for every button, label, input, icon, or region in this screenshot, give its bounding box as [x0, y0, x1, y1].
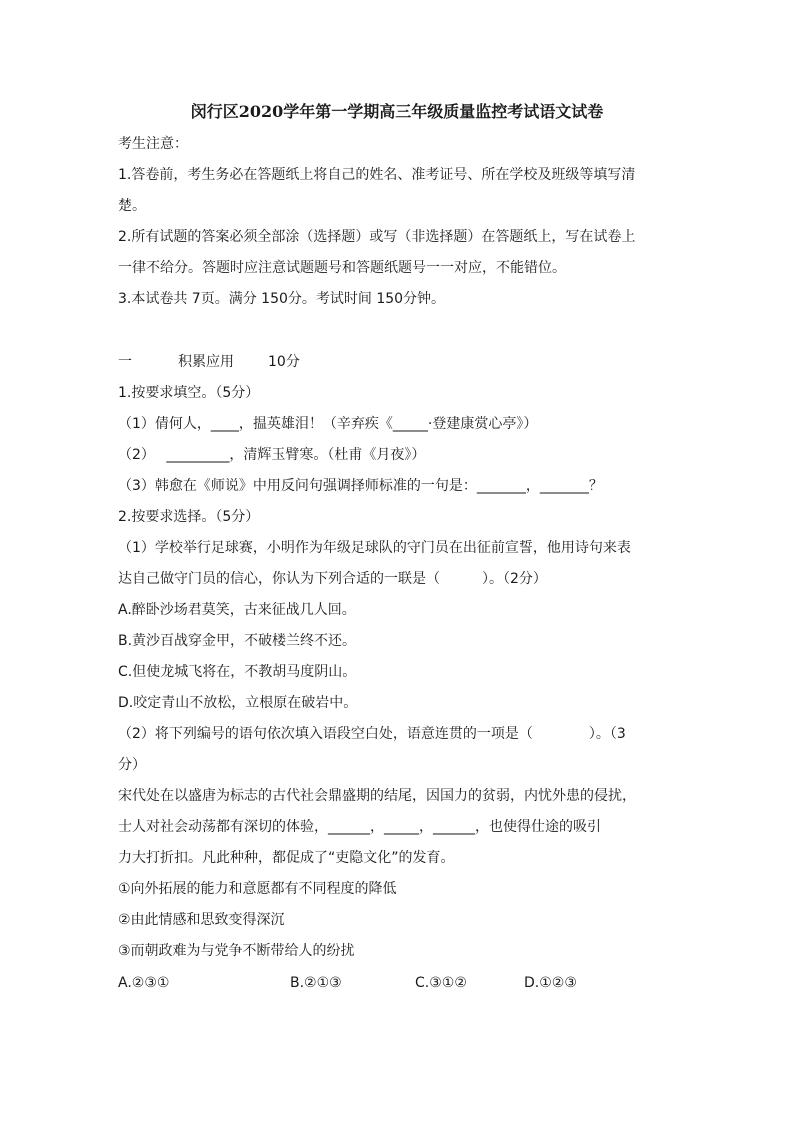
sentence-2: ②由此情感和思致变得深沉	[118, 912, 285, 928]
option-b: B.黄沙百战穿金甲，不破楼兰终不还。	[118, 633, 357, 649]
exam-title: 闵行区2020学年第一学期高三年级质量监控考试语文试卷	[190, 102, 604, 121]
sentence-3: ③而朝政难为与党争不断带给人的纷扰	[118, 943, 355, 959]
section-number: 一	[118, 354, 132, 370]
passage-line-2: 士人对社会动荡都有深切的体验，______，_____，______，也使得仕途的吸引	[118, 819, 601, 835]
question-1-sub-3: （3）韩愈在《师说》中用反问句强调择师标准的一句是：_______，_______？	[118, 478, 603, 494]
sentence-1: ①向外拓展的能力和意愿都有不同程度的降低	[118, 881, 397, 897]
passage-line-1: 宋代处在以盛唐为标志的古代社会鼎盛期的结尾，因国力的贫弱，内忧外患的侵扰，	[118, 788, 636, 804]
choice-c: C.③①②	[415, 975, 467, 991]
question-2-stem: 2.按要求选择。（5分）	[118, 509, 260, 525]
question-1-sub-1: （1）倩何人，____，揾英雄泪！（辛弃疾《_____·登建康赏心亭》）	[118, 416, 538, 432]
choice-d: D.①②③	[524, 975, 577, 991]
option-d: D.咬定青山不放松，立根原在破岩中。	[118, 695, 358, 711]
notice-heading: 考生注意：	[118, 136, 188, 152]
option-c: C.但使龙城飞将在，不教胡马度阴山。	[118, 664, 357, 680]
question-2-sub-2: （2）将下列编号的语句依次填入语段空白处，语意连贯的一项是（ ）。（3	[118, 726, 626, 742]
section-name: 积累应用	[178, 354, 234, 370]
question-2-sub-1-cont: 达自己做守门员的信心，你认为下列合适的一联是（ ）。（2分）	[118, 571, 547, 587]
choice-a: A.②③①	[118, 975, 170, 991]
notice-item-1: 1.答卷前，考生务必在答题纸上将自己的姓名、准考证号、所在学校及班级等填写清	[118, 167, 636, 183]
notice-item-2-cont: 一律不给分。答题时应注意试题题号和答题纸题号一一对应，不能错位。	[118, 260, 566, 276]
section-score: 10分	[268, 354, 300, 370]
passage-line-3: 力大打折扣。凡此种种，都促成了“吏隐文化”的发育。	[118, 850, 455, 866]
question-1-sub-2: （2） _________，清辉玉臂寒。（杜甫《月夜》）	[118, 447, 426, 463]
option-a: A.醉卧沙场君莫笑，古来征战几人回。	[118, 602, 356, 618]
question-2-sub-2-cont: 分）	[118, 757, 146, 773]
notice-item-1-cont: 楚。	[118, 198, 146, 214]
question-2-sub-1: （1）学校举行足球赛，小明作为年级足球队的守门员在出征前宣誓，他用诗句来表	[118, 540, 631, 556]
notice-item-2: 2.所有试题的答案必须全部涂（选择题）或写（非选择题）在答题纸上，写在试卷上	[118, 229, 636, 245]
question-1-stem: 1.按要求填空。（5分）	[118, 385, 260, 401]
choice-b: B.②①③	[290, 975, 342, 991]
notice-item-3: 3.本试卷共 7页。满分 150分。考试时间 150分钟。	[118, 291, 446, 307]
